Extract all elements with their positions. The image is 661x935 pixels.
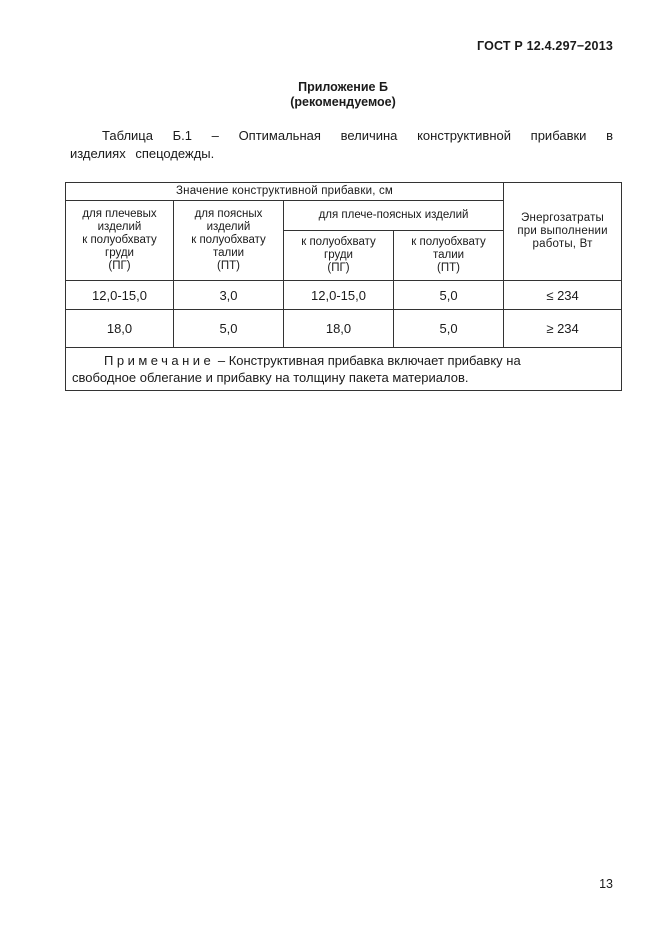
appendix-title: Приложение Б [298, 80, 388, 94]
cell-shoulder: 18,0 [66, 310, 174, 348]
cell-energy: ≤ 234 [504, 281, 622, 310]
combo-waist-header: к полуобхвату талии (ПТ) [394, 231, 504, 281]
table-note [66, 348, 622, 391]
caption-word: прибавки [530, 128, 587, 143]
cell-shoulder: 12,0-15,0 [66, 281, 174, 310]
table-caption [70, 127, 613, 163]
caption-word: величина [340, 128, 398, 143]
combo-chest-header: к полуобхвату груди (ПГ) [284, 231, 394, 281]
caption-word: – [211, 128, 219, 143]
shoulder-header: для плечевых изделий к полуобхвату груди (ПГ) [66, 201, 174, 281]
cell-combo-chest: 12,0-15,0 [284, 281, 394, 310]
table-row [66, 310, 622, 348]
waist-header: для поясных изделий к полуобхвату талии (ПТ) [174, 201, 284, 281]
combo-header: для плече-поясных изделий [284, 201, 504, 231]
cell-waist: 5,0 [174, 310, 284, 348]
cell-waist: 3,0 [174, 281, 284, 310]
cell-combo-waist: 5,0 [394, 310, 504, 348]
cell-combo-waist: 5,0 [394, 281, 504, 310]
caption-word: конструктивной [417, 128, 511, 143]
appendix-heading [0, 80, 661, 110]
cell-energy: ≥ 234 [504, 310, 622, 348]
caption-line-2: изделиях спецодежды. [70, 146, 215, 161]
appendix-subtitle: (рекомендуемое) [290, 95, 396, 109]
note-line-1 [72, 352, 615, 369]
caption-word: Оптимальная [238, 128, 321, 143]
cell-combo-chest: 18,0 [284, 310, 394, 348]
caption-word: Б.1 [172, 128, 193, 143]
caption-word: Таблица [102, 128, 153, 143]
energy-header: Энергозатраты при выполнении работы, Вт [504, 183, 622, 281]
table-row [66, 281, 622, 310]
note-line-2: свободное облегание и прибавку на толщину пакета материалов. [72, 370, 469, 385]
note-label: Примечание [104, 353, 215, 368]
caption-word: в [606, 128, 613, 143]
group-header: Значение конструктивной прибавки, см [66, 183, 504, 201]
standard-number: ГОСТ Р 12.4.297−2013 [476, 39, 613, 53]
table-note-row [66, 348, 622, 391]
table-header-row [66, 183, 622, 201]
caption-line-1 [70, 127, 613, 145]
note-text: – Конструктивная прибавка включает прибавку на [214, 353, 521, 368]
page-number: 13 [599, 877, 613, 891]
allowance-table [65, 182, 622, 391]
